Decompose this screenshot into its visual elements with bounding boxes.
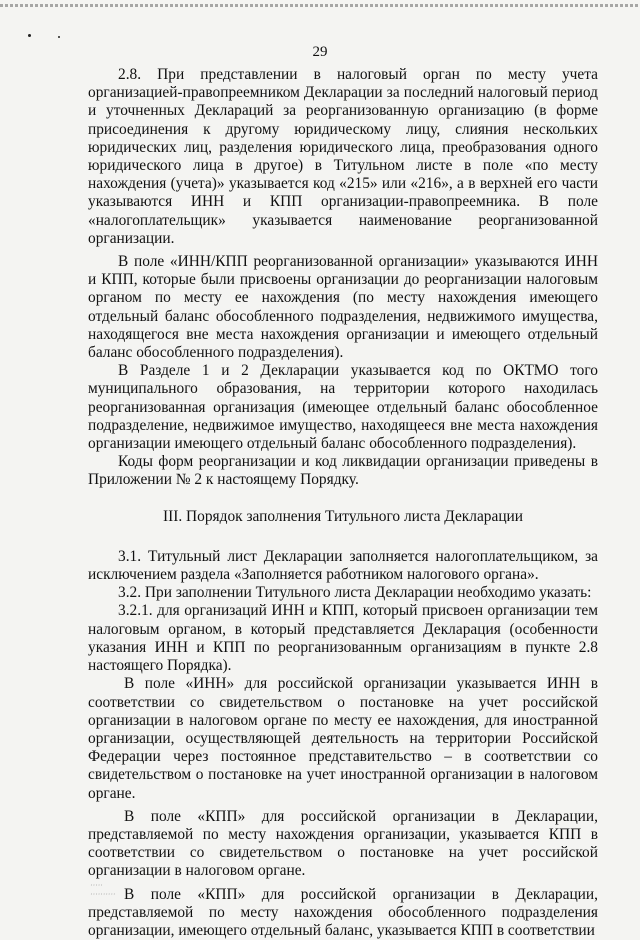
paragraph: В поле «КПП» для российской организации в Декларации, представляемой по месту нахождения обособленного подразделения организации, имеющего отдельный баланс, указывается КПП в соответствии — [88, 885, 598, 939]
faint-stamp-watermark: ····· ·········· — [90, 881, 116, 899]
paragraph: В Разделе 1 и 2 Декларации указывается код по ОКТМО того муниципального образования, на территории которого находилась реорганизованная организация (имеющее отдельный баланс обособленное подразделение, недвижимое имущество, находящееся вне места нахождения организации имеющего отдельный баланс обособленного подразделения). — [88, 362, 598, 453]
paragraph: 2.8. При представлении в налоговый орган по месту учета организацией-правопреемником Декларации за последний налоговый период и уточненных Деклараций за реорганизованную организацию (в форме присоединения к другому юридическому лицу, слияния нескольких юридических лиц, разделения юридического лица, преобразования одного юридического лица в другое) в Титульном листе в поле «по месту нахождения (учета)» указывается код «215» или «216», а в верхней его части указываются ИНН и КПП организации-правопреемника. В поле «налогоплательщик» указывается наименование реорганизованной организации. — [88, 66, 598, 247]
scan-top-border — [0, 4, 640, 7]
page-number: 29 — [312, 44, 328, 60]
document-body — [88, 66, 598, 940]
paragraph: В поле «ИНН/КПП реорганизованной организации» указываются ИНН и КПП, которые были присвоены организации до реорганизации налоговым органом по месту ее нахождения (по месту нахождения имеющего отдельный баланс обособленного подразделения, недвижимого имущества, находящегося вне места нахождения организации и имеющего отдельный баланс обособленного подразделения). — [88, 253, 598, 362]
section-heading: III. Порядок заполнения Титульного листа Декларации — [162, 507, 524, 525]
paragraph: 3.1. Титульный лист Декларации заполняется налогоплательщиком, за исключением раздела «Заполняется работником налогового органа». — [88, 547, 598, 584]
paragraph: В поле «КПП» для российской организации в Декларации, представляемой по месту нахождения организации, указывается КПП в соответствии со свидетельством о постановке на учет российской организации в налоговом органе. — [88, 807, 598, 880]
scan-speck — [58, 36, 60, 38]
paragraph: Коды форм реорганизации и код ликвидации организации приведены в Приложении № 2 к настоящему Порядку. — [88, 453, 598, 489]
scan-speck — [28, 34, 31, 37]
paragraph: 3.2. При заполнении Титульного листа Декларации необходимо указать: — [118, 584, 592, 602]
paragraph: В поле «ИНН» для российской организации указывается ИНН в соответствии со свидетельством о постановке на учет российской организации в налоговом органе по месту ее нахождения, для иностранной организации, осуществляющей деятельность на территории Российской Федерации через постоянное представительство – в соответствии со свидетельством о постановке на учет иностранной организации в налоговом органе. — [88, 675, 598, 802]
paragraph: 3.2.1. для организаций ИНН и КПП, который присвоен организации тем налоговым органом, в который представляется Декларация (особенности указания ИНН и КПП по реорганизованным организациям в пункте 2.8 настоящего Порядка). — [88, 602, 598, 675]
